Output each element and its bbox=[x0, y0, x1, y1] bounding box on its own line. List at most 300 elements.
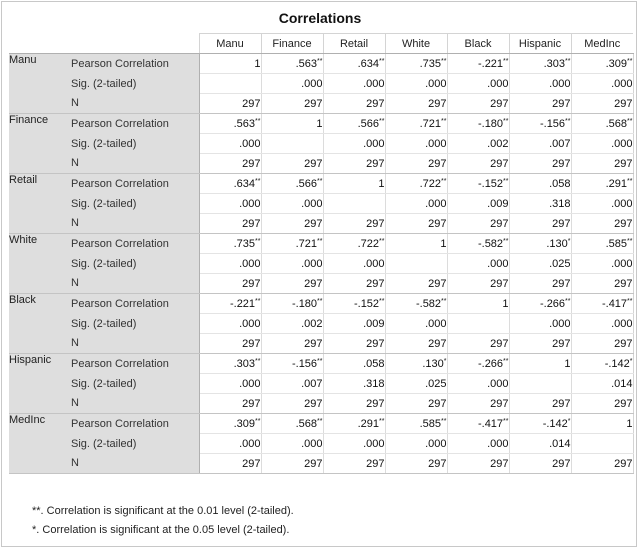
table-cell bbox=[385, 54, 447, 74]
table-cell bbox=[509, 114, 571, 134]
table-cell: .002 bbox=[261, 314, 323, 334]
significance-marker: ** bbox=[441, 297, 447, 305]
table-row bbox=[9, 174, 633, 194]
stat-label: N bbox=[71, 454, 199, 474]
cell-value: .309 bbox=[233, 417, 256, 430]
table-cell bbox=[509, 174, 571, 194]
table-row bbox=[9, 334, 633, 354]
table-cell: 297 bbox=[571, 334, 633, 354]
row-variable-label: Finance bbox=[9, 114, 71, 174]
stat-label: Sig. (2-tailed) bbox=[71, 194, 199, 214]
significance-marker: ** bbox=[255, 357, 261, 365]
table-cell: .000 bbox=[199, 314, 261, 334]
significance-marker: ** bbox=[503, 57, 509, 65]
cell-value: -.266 bbox=[539, 297, 566, 310]
table-cell: .000 bbox=[447, 434, 509, 454]
table-cell: .000 bbox=[323, 134, 385, 154]
table-cell bbox=[261, 354, 323, 374]
stat-label: Pearson Correlation bbox=[71, 174, 199, 194]
stat-label: Pearson Correlation bbox=[71, 114, 199, 134]
table-cell bbox=[199, 234, 261, 254]
cell-value: .585 bbox=[605, 237, 628, 250]
cell-value: .303 bbox=[233, 357, 256, 370]
cell-value: -.152 bbox=[477, 177, 504, 190]
significance-marker: ** bbox=[317, 177, 323, 185]
table-cell: .000 bbox=[199, 434, 261, 454]
table-cell bbox=[571, 294, 633, 314]
table-cell bbox=[509, 294, 571, 314]
cell-value: -.417 bbox=[601, 297, 628, 310]
cell-value: -.156 bbox=[291, 357, 318, 370]
table-cell bbox=[199, 174, 261, 194]
table-cell bbox=[323, 234, 385, 254]
cell-value: -.221 bbox=[477, 57, 504, 70]
cell-value: .058 bbox=[363, 357, 385, 370]
table-cell: 297 bbox=[509, 394, 571, 414]
table-cell: 297 bbox=[199, 274, 261, 294]
table-cell: .000 bbox=[447, 74, 509, 94]
stat-label: Sig. (2-tailed) bbox=[71, 254, 199, 274]
column-header: Manu bbox=[199, 34, 261, 54]
cell-value: -.582 bbox=[477, 237, 504, 250]
table-cell: 297 bbox=[261, 274, 323, 294]
significance-marker: ** bbox=[379, 237, 385, 245]
table-cell: 297 bbox=[385, 94, 447, 114]
stat-label: Sig. (2-tailed) bbox=[71, 314, 199, 334]
table-cell bbox=[509, 354, 571, 374]
table-cell: 297 bbox=[199, 394, 261, 414]
cell-value: .309 bbox=[605, 57, 628, 70]
table-cell: 297 bbox=[571, 454, 633, 474]
table-cell: .025 bbox=[385, 374, 447, 394]
table-cell: .009 bbox=[323, 314, 385, 334]
significance-marker: ** bbox=[441, 117, 447, 125]
cell-value: .291 bbox=[605, 177, 628, 190]
table-cell bbox=[571, 234, 633, 254]
significance-marker: * bbox=[567, 237, 571, 245]
table-row bbox=[9, 294, 633, 314]
table-cell: .000 bbox=[323, 74, 385, 94]
significance-marker: ** bbox=[379, 57, 385, 65]
table-row bbox=[9, 354, 633, 374]
row-variable-label: White bbox=[9, 234, 71, 294]
cell-value: .722 bbox=[419, 177, 442, 190]
stat-label: Pearson Correlation bbox=[71, 354, 199, 374]
table-cell: 297 bbox=[385, 274, 447, 294]
table-cell bbox=[323, 194, 385, 214]
table-cell: 297 bbox=[509, 214, 571, 234]
column-header: MedInc bbox=[571, 34, 633, 54]
significance-marker: ** bbox=[379, 297, 385, 305]
table-cell: 297 bbox=[261, 334, 323, 354]
table-row bbox=[9, 94, 633, 114]
table-cell bbox=[323, 354, 385, 374]
cell-value: .634 bbox=[357, 57, 380, 70]
cell-value: 1 bbox=[502, 297, 509, 310]
column-header: Black bbox=[447, 34, 509, 54]
significance-marker: * bbox=[567, 417, 571, 425]
table-cell bbox=[385, 174, 447, 194]
table-cell: 297 bbox=[447, 394, 509, 414]
significance-marker: ** bbox=[503, 237, 509, 245]
significance-marker: ** bbox=[379, 117, 385, 125]
table-cell: 297 bbox=[385, 334, 447, 354]
table-cell bbox=[447, 234, 509, 254]
significance-marker: ** bbox=[317, 57, 323, 65]
cell-value: .568 bbox=[605, 117, 628, 130]
significance-marker: ** bbox=[255, 237, 261, 245]
table-cell bbox=[509, 54, 571, 74]
table-row bbox=[9, 214, 633, 234]
table-row bbox=[9, 54, 633, 74]
footnote-005: *. Correlation is significant at the 0.05 level (2-tailed). bbox=[32, 524, 290, 536]
stat-label: Pearson Correlation bbox=[71, 294, 199, 314]
table-cell bbox=[385, 354, 447, 374]
table-cell: .000 bbox=[571, 74, 633, 94]
row-variable-label: Black bbox=[9, 294, 71, 354]
table-row bbox=[9, 234, 633, 254]
table-title: Correlations bbox=[278, 10, 362, 26]
table-cell bbox=[447, 54, 509, 74]
table-cell: .318 bbox=[323, 374, 385, 394]
table-cell: .000 bbox=[385, 194, 447, 214]
table-cell: .000 bbox=[447, 374, 509, 394]
table-cell: 297 bbox=[323, 394, 385, 414]
cell-value: -.266 bbox=[477, 357, 504, 370]
table-cell: .000 bbox=[199, 134, 261, 154]
table-cell: .000 bbox=[199, 254, 261, 274]
table-cell: .000 bbox=[385, 74, 447, 94]
table-cell bbox=[571, 414, 633, 434]
table-cell bbox=[447, 294, 509, 314]
significance-marker: ** bbox=[255, 117, 261, 125]
table-cell: 297 bbox=[509, 274, 571, 294]
table-cell bbox=[323, 54, 385, 74]
table-cell: 297 bbox=[447, 214, 509, 234]
table-cell: 297 bbox=[261, 214, 323, 234]
table-cell: .000 bbox=[323, 254, 385, 274]
table-row bbox=[9, 274, 633, 294]
table-cell: .000 bbox=[571, 314, 633, 334]
significance-marker: ** bbox=[627, 117, 633, 125]
table-cell: 297 bbox=[571, 94, 633, 114]
stat-label: Sig. (2-tailed) bbox=[71, 74, 199, 94]
table-row bbox=[9, 454, 633, 474]
significance-marker: ** bbox=[503, 117, 509, 125]
column-header: Finance bbox=[261, 34, 323, 54]
table-cell bbox=[199, 414, 261, 434]
table-cell bbox=[385, 114, 447, 134]
table-cell: .000 bbox=[261, 254, 323, 274]
significance-marker: * bbox=[443, 357, 447, 365]
stat-label: Pearson Correlation bbox=[71, 414, 199, 434]
table-row bbox=[9, 134, 633, 154]
table-cell bbox=[261, 54, 323, 74]
row-variable-label: MedInc bbox=[9, 414, 71, 474]
cell-value: .130 bbox=[546, 237, 568, 250]
table-cell: 297 bbox=[385, 394, 447, 414]
table-cell: .007 bbox=[261, 374, 323, 394]
significance-marker: ** bbox=[441, 417, 447, 425]
table-cell: .000 bbox=[385, 314, 447, 334]
table-cell bbox=[447, 354, 509, 374]
table-cell: 297 bbox=[261, 394, 323, 414]
column-header: Retail bbox=[323, 34, 385, 54]
significance-marker: ** bbox=[255, 297, 261, 305]
table-cell: 297 bbox=[509, 334, 571, 354]
table-cell bbox=[571, 354, 633, 374]
significance-marker: ** bbox=[627, 297, 633, 305]
cell-value: 1 bbox=[378, 177, 385, 190]
table-cell bbox=[323, 174, 385, 194]
row-variable-label: Hispanic bbox=[9, 354, 71, 414]
table-cell: .318 bbox=[509, 194, 571, 214]
cell-value: -.142 bbox=[604, 357, 630, 370]
cell-value: 1 bbox=[440, 237, 447, 250]
table-cell: 297 bbox=[199, 154, 261, 174]
table-row bbox=[9, 314, 633, 334]
stat-label: Sig. (2-tailed) bbox=[71, 434, 199, 454]
table-row bbox=[9, 414, 633, 434]
table-cell bbox=[261, 414, 323, 434]
cell-value: 1 bbox=[564, 357, 571, 370]
table-cell: 297 bbox=[261, 154, 323, 174]
cell-value: .735 bbox=[233, 237, 256, 250]
stat-label: N bbox=[71, 154, 199, 174]
cell-value: .058 bbox=[549, 177, 571, 190]
cell-value: -.417 bbox=[477, 417, 504, 430]
stat-label: N bbox=[71, 214, 199, 234]
cell-value: .735 bbox=[419, 57, 442, 70]
table-cell: .000 bbox=[447, 254, 509, 274]
table-cell: 297 bbox=[199, 334, 261, 354]
table-cell: .000 bbox=[261, 194, 323, 214]
table-cell: .000 bbox=[509, 74, 571, 94]
row-variable-label: Manu bbox=[9, 54, 71, 114]
significance-marker: ** bbox=[565, 297, 571, 305]
table-cell: 297 bbox=[199, 214, 261, 234]
table-cell: .009 bbox=[447, 194, 509, 214]
table-cell bbox=[509, 374, 571, 394]
table-cell: 297 bbox=[447, 334, 509, 354]
significance-marker: ** bbox=[627, 237, 633, 245]
table-cell bbox=[323, 294, 385, 314]
significance-marker: * bbox=[629, 357, 633, 365]
table-cell: .002 bbox=[447, 134, 509, 154]
table-cell: 297 bbox=[571, 154, 633, 174]
table-cell: 297 bbox=[385, 154, 447, 174]
cell-value: -.142 bbox=[542, 417, 568, 430]
table-cell bbox=[199, 354, 261, 374]
table-cell: 297 bbox=[323, 214, 385, 234]
table-cell: 297 bbox=[323, 94, 385, 114]
table-cell bbox=[385, 294, 447, 314]
significance-marker: ** bbox=[627, 57, 633, 65]
table-row bbox=[9, 434, 633, 454]
table-cell: .007 bbox=[509, 134, 571, 154]
significance-marker: ** bbox=[503, 417, 509, 425]
cell-value: 1 bbox=[316, 117, 323, 130]
table-cell: .000 bbox=[571, 194, 633, 214]
correlations-output-frame bbox=[1, 1, 637, 547]
table-cell: 297 bbox=[261, 94, 323, 114]
significance-marker: ** bbox=[441, 177, 447, 185]
table-cell: .000 bbox=[509, 314, 571, 334]
stat-label: Sig. (2-tailed) bbox=[71, 134, 199, 154]
table-cell: 297 bbox=[509, 154, 571, 174]
cell-value: .721 bbox=[295, 237, 318, 250]
table-cell: 297 bbox=[447, 94, 509, 114]
table-cell bbox=[199, 294, 261, 314]
table-cell: 297 bbox=[261, 454, 323, 474]
table-cell: .000 bbox=[323, 434, 385, 454]
cell-value: -.221 bbox=[229, 297, 256, 310]
cell-value: .563 bbox=[233, 117, 256, 130]
table-cell: .000 bbox=[385, 134, 447, 154]
cell-value: 1 bbox=[254, 57, 261, 70]
table-cell bbox=[447, 314, 509, 334]
table-cell: 297 bbox=[571, 274, 633, 294]
significance-marker: ** bbox=[255, 177, 261, 185]
cell-value: .563 bbox=[295, 57, 318, 70]
significance-marker: ** bbox=[503, 177, 509, 185]
header-row bbox=[9, 34, 633, 54]
cell-value: .566 bbox=[357, 117, 380, 130]
table-cell bbox=[509, 234, 571, 254]
cell-value: .303 bbox=[543, 57, 566, 70]
cell-value: -.180 bbox=[291, 297, 318, 310]
table-cell: .014 bbox=[571, 374, 633, 394]
column-header: White bbox=[385, 34, 447, 54]
table-cell bbox=[509, 414, 571, 434]
header-corner bbox=[9, 34, 71, 54]
table-cell: .025 bbox=[509, 254, 571, 274]
footnote-001: **. Correlation is significant at the 0.01 level (2-tailed). bbox=[32, 505, 294, 517]
significance-marker: ** bbox=[317, 357, 323, 365]
table-row bbox=[9, 254, 633, 274]
table-cell: .000 bbox=[261, 434, 323, 454]
column-header: Hispanic bbox=[509, 34, 571, 54]
stat-label: N bbox=[71, 394, 199, 414]
table-cell: 297 bbox=[447, 454, 509, 474]
stat-label: Sig. (2-tailed) bbox=[71, 374, 199, 394]
cell-value: -.180 bbox=[477, 117, 504, 130]
table-cell bbox=[385, 234, 447, 254]
header-corner bbox=[71, 34, 199, 54]
significance-marker: ** bbox=[627, 177, 633, 185]
table-row bbox=[9, 394, 633, 414]
significance-marker: ** bbox=[441, 57, 447, 65]
cell-value: 1 bbox=[626, 417, 633, 430]
table-row bbox=[9, 374, 633, 394]
table-cell bbox=[323, 414, 385, 434]
table-cell: .000 bbox=[199, 194, 261, 214]
significance-marker: ** bbox=[503, 357, 509, 365]
table-row bbox=[9, 154, 633, 174]
cell-value: .721 bbox=[419, 117, 442, 130]
table-cell bbox=[447, 174, 509, 194]
cell-value: .722 bbox=[357, 237, 380, 250]
table-cell: 297 bbox=[323, 154, 385, 174]
table-cell: 297 bbox=[323, 454, 385, 474]
table-row bbox=[9, 194, 633, 214]
table-cell: .000 bbox=[199, 374, 261, 394]
cell-value: -.582 bbox=[415, 297, 442, 310]
significance-marker: ** bbox=[255, 417, 261, 425]
cell-value: .291 bbox=[357, 417, 380, 430]
table-cell: 297 bbox=[571, 394, 633, 414]
significance-marker: ** bbox=[317, 297, 323, 305]
table-cell: .000 bbox=[571, 134, 633, 154]
cell-value: -.152 bbox=[353, 297, 380, 310]
table-row bbox=[9, 114, 633, 134]
table-cell bbox=[571, 114, 633, 134]
table-row bbox=[9, 74, 633, 94]
table-cell: .014 bbox=[509, 434, 571, 454]
row-variable-label: Retail bbox=[9, 174, 71, 234]
table-cell bbox=[385, 254, 447, 274]
cell-value: .585 bbox=[419, 417, 442, 430]
table-cell: .000 bbox=[261, 74, 323, 94]
cell-value: .130 bbox=[422, 357, 444, 370]
table-cell: 297 bbox=[509, 454, 571, 474]
significance-marker: ** bbox=[379, 417, 385, 425]
table-cell: 297 bbox=[571, 214, 633, 234]
significance-marker: ** bbox=[565, 117, 571, 125]
significance-marker: ** bbox=[565, 57, 571, 65]
table-cell bbox=[571, 174, 633, 194]
significance-marker: ** bbox=[317, 417, 323, 425]
table-cell bbox=[199, 54, 261, 74]
table-cell: 297 bbox=[323, 334, 385, 354]
stat-label: Pearson Correlation bbox=[71, 234, 199, 254]
correlations-table bbox=[9, 33, 634, 474]
table-cell bbox=[199, 74, 261, 94]
table-cell bbox=[447, 414, 509, 434]
table-cell: 297 bbox=[447, 154, 509, 174]
table-cell bbox=[385, 414, 447, 434]
table-cell bbox=[447, 114, 509, 134]
stat-label: N bbox=[71, 334, 199, 354]
cell-value: -.156 bbox=[539, 117, 566, 130]
table-cell: 297 bbox=[385, 214, 447, 234]
table-cell bbox=[261, 234, 323, 254]
table-cell bbox=[261, 134, 323, 154]
stat-label: N bbox=[71, 274, 199, 294]
table-cell bbox=[571, 434, 633, 454]
cell-value: .566 bbox=[295, 177, 318, 190]
cell-value: .568 bbox=[295, 417, 318, 430]
table-cell bbox=[261, 294, 323, 314]
table-cell bbox=[199, 114, 261, 134]
table-cell: 297 bbox=[509, 94, 571, 114]
table-cell bbox=[323, 114, 385, 134]
table-cell: .000 bbox=[385, 434, 447, 454]
table-cell bbox=[571, 54, 633, 74]
stat-label: N bbox=[71, 94, 199, 114]
table-cell bbox=[261, 114, 323, 134]
table-cell: 297 bbox=[447, 274, 509, 294]
table-cell: 297 bbox=[199, 454, 261, 474]
cell-value: .634 bbox=[233, 177, 256, 190]
table-cell: .000 bbox=[571, 254, 633, 274]
table-cell: 297 bbox=[199, 94, 261, 114]
table-cell: 297 bbox=[323, 274, 385, 294]
table-cell: 297 bbox=[385, 454, 447, 474]
significance-marker: ** bbox=[317, 237, 323, 245]
table-cell bbox=[261, 174, 323, 194]
stat-label: Pearson Correlation bbox=[71, 54, 199, 74]
